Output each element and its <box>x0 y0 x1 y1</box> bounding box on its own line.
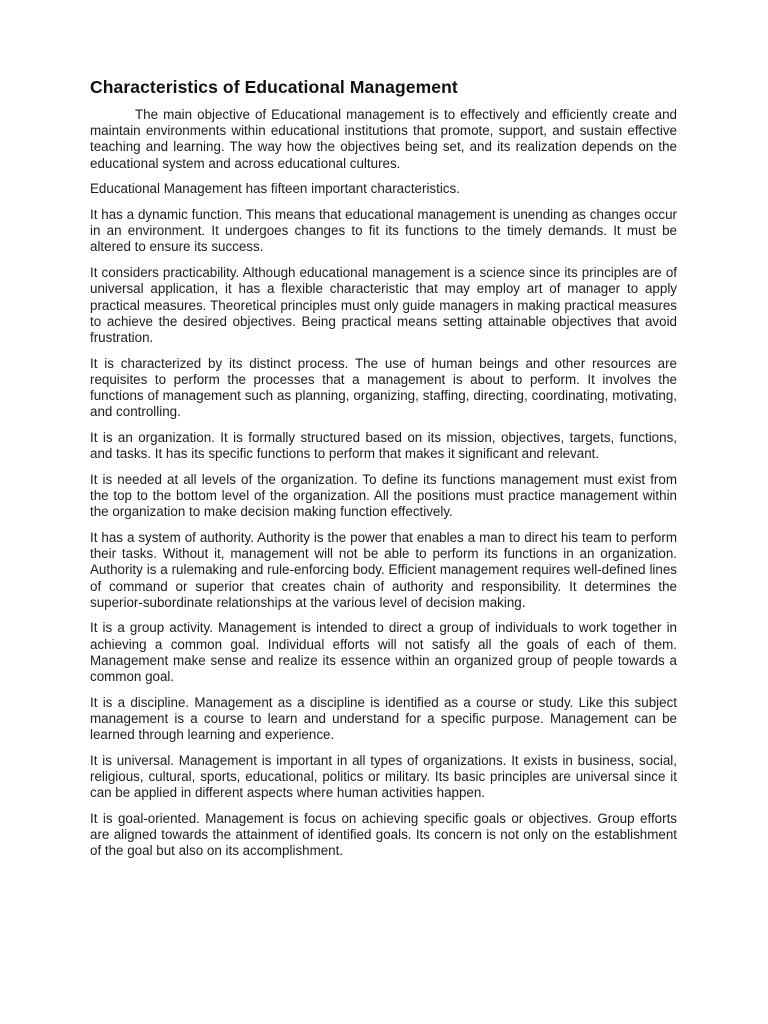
document-title: Characteristics of Educational Management <box>90 77 458 97</box>
paragraph-group-activity: It is a group activity. Management is intended to direct a group of individuals to work together in achieving a common goal. Individual efforts will not satisfy all the goals of each of them. Management make sense and realize its essence within an organized group of people towards a common goal. <box>90 620 677 685</box>
paragraph-practicability: It considers practicability. Although educational management is a science since its principles are of universal application, it has a flexible characteristic that may employ art of manager to apply practical measures. Theoretical principles must only guide managers in making practical measures to achieve the desired objectives. Being practical means setting attainable objectives that avoid frustration. <box>90 265 677 345</box>
paragraph-all-levels: It is needed at all levels of the organization. To define its functions management must exist from the top to the bottom level of the organization. All the positions must practice management within the organization to make decision making function effectively. <box>90 471 677 520</box>
paragraph-dynamic-function: It has a dynamic function. This means that educational management is unending as changes occur in an environment. It undergoes changes to fit its functions to the timely demands. It must be altered to ensure its success. <box>90 207 677 255</box>
paragraph-universal: It is universal. Management is important in all types of organizations. It exists in business, social, religious, cultural, sports, educational, politics or military. Its basic principles are universal since it can be applied in different aspects where human activities happen. <box>90 752 677 801</box>
paragraph-discipline: It is a discipline. Management as a discipline is identified as a course or study. Like this subject management is a course to learn and understand for a specific purpose. Management can be learned through learning and experience. <box>90 694 677 743</box>
paragraph-organization: It is an organization. It is formally structured based on its mission, objectives, targets, functions, and tasks. It has its specific functions to perform that makes it significant and relevant. <box>90 429 677 462</box>
paragraph-distinct-process: It is characterized by its distinct process. The use of human beings and other resources are requisites to perform the processes that a management is about to perform. It involves the functions of management such as planning, organizing, staffing, directing, coordinating, motivating, and controlling. <box>90 355 677 420</box>
paragraph-overview: Educational Management has fifteen important characteristics. <box>90 181 460 197</box>
document-body <box>90 76 677 869</box>
paragraph-authority: It has a system of authority. Authority is the power that enables a man to direct his team to perform their tasks. Without it, management will not be able to perform its functions in an organization. Authority is a rulemaking and rule-enforcing body. Efficient management requires well-defined lines of command or superior that creates chain of authority and responsibility. It determines the superior-subordinate relationships at the various level of decision making. <box>90 529 677 610</box>
paragraph-intro: The main objective of Educational management is to effectively and efficiently create and maintain environments within educational institutions that promote, support, and sustain effective teaching and learning. The way how the objectives being set, and its realization depends on the educational system and across educational cultures. <box>90 107 677 171</box>
paragraph-goal-oriented: It is goal-oriented. Management is focus on achieving specific goals or objectives. Group efforts are aligned towards the attainment of identified goals. Its concern is not only on the establishment of the goal but also on its accomplishment. <box>90 811 677 859</box>
